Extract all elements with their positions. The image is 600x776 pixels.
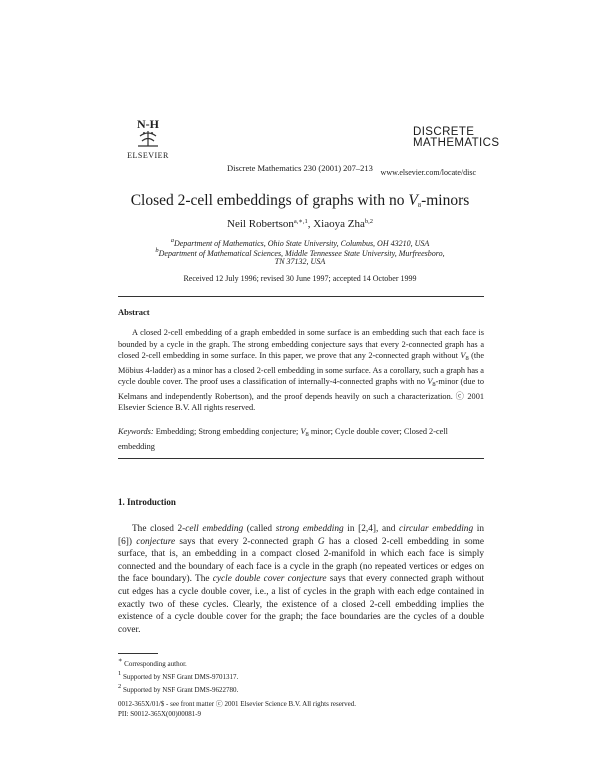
footnote-corresponding: ∗ Corresponding author.: [118, 657, 187, 668]
keywords: Keywords: Embedding; Strong embedding conjecture; $V_8$ minor; Cycle double cover; Closed 2-cell embedding: [118, 427, 448, 451]
copyright-icon: ⓒ: [215, 700, 223, 708]
footnote-2: $^2$ Supported by NSF Grant DMS-9622780.: [118, 683, 239, 694]
journal-citation: Discrete Mathematics 230 (2001) 207–213: [227, 163, 373, 173]
footnote-rule: [118, 653, 158, 654]
affiliation-a: $^a$Department of Mathematics, Ohio State University, Columbus, OH 43210, USA: [170, 237, 430, 248]
received-dates: Received 12 July 1996; revised 30 June 1997; accepted 14 October 1999: [183, 274, 417, 283]
footer-copyright: 0012-365X/01/$ - see front matter ⓒ 2001 Elsevier Science B.V. All rights reserved.: [118, 700, 357, 708]
abstract-top-rule: [118, 296, 484, 297]
publisher-logo: [120, 116, 176, 160]
abstract-bottom-rule: [118, 458, 484, 459]
author-2: Xiaoya Zha: [313, 218, 365, 230]
journal-logo-line2: MATHEMATICS: [413, 137, 500, 149]
publisher-name: ELSEVIER: [127, 151, 169, 160]
journal-logo: [413, 127, 499, 149]
article-title: Closed 2-cell embeddings of graphs with no $V_8$-minors: [130, 192, 470, 209]
page-footer: [118, 699, 356, 719]
introduction-paragraph: The closed 2-cell embedding (called strong embedding in [2,4], and circular embedding in [6]) conjecture says that every 2-connected graph G has a closed 2-cell embedding in some surface, that is, an embedding in a compact closed 2-manifold in which each face is simply connected and the boundary of each face is a cycle in the graph (no repeated vertices or edges on the face boundary). The cycle double cover conjecture says that every connected graph without cut edges has a cycle double cover, i.e., a list of cycles in the graph with each edge contained in exactly two of these cycles. Clearly, the existence of a closed 2-cell embedding implies the existence of a cycle double cover for the graph; the face boundaries are the cycles of a double cover.: [118, 524, 485, 635]
section-heading-introduction: 1. Introduction: [118, 497, 176, 507]
svg-text:N-H: N-H: [137, 117, 159, 131]
author-1: Neil Robertson: [227, 218, 294, 230]
affiliation-b-cont: TN 37132, USA: [274, 257, 326, 266]
elsevier-tree-icon: [134, 116, 162, 150]
journal-url[interactable]: www.elsevier.com/locate/disc: [380, 168, 476, 177]
footer-pii: PII: S0012-365X(00)00081-9: [118, 710, 202, 718]
footnote-1: $^1$ Supported by NSF Grant DMS-9701317.: [118, 670, 239, 681]
footnotes: [118, 656, 238, 695]
authors: Neil Robertson$^{a,∗,1}$, Xiaoya Zha$^{b,2}$: [227, 218, 373, 230]
abstract-heading: Abstract: [118, 307, 150, 317]
abstract-body: A closed 2-cell embedding of a graph embedded in some surface is an embedding such that each face is bounded by a cycle in the graph. The strong embedding conjecture says that every 2-connected graph has a closed 2-cell embedding in some surface. In this paper, we prove that any 2-connected graph without $V_8$ (the Möbius 4-ladder) as a minor has a closed 2-cell embedding in some surface. As a corollary, such a graph has a cycle double cover. The proof uses a classification of internally-4-connected graphs with no $V_8$-minor (due to Kelmans and independently Robertson), and the proof depends heavily on such a characterization. ⓒ 2001 Elsevier Science B.V. All rights reserved.: [118, 328, 484, 412]
journal-logo-line1: DISCRETE: [413, 126, 475, 138]
copyright-icon: ⓒ: [455, 391, 465, 401]
affiliation-b: $^b$Department of Mathematical Sciences, Middle Tennessee State University, Murfreesboro,: [155, 247, 445, 258]
